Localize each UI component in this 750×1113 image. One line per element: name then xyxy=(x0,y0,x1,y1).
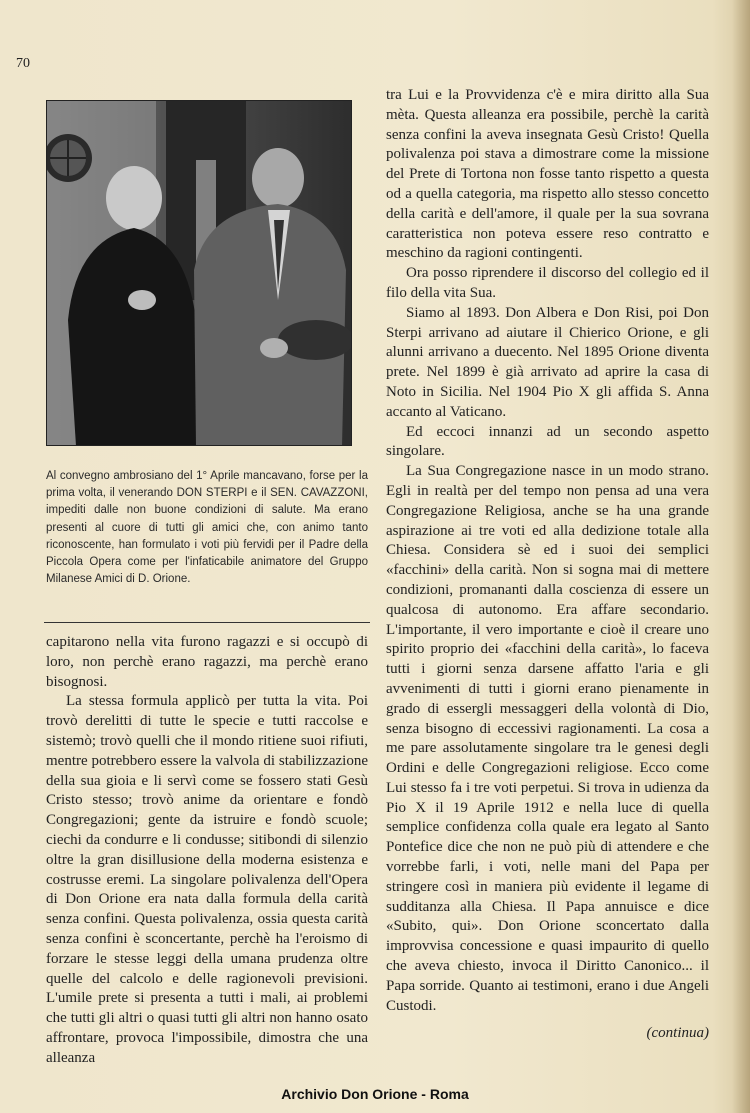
right-column xyxy=(386,86,709,1044)
photo xyxy=(46,100,352,446)
archive-footer: Archivio Don Orione - Roma xyxy=(281,1086,469,1102)
paragraph: Siamo al 1893. Don Albera e Don Risi, poi Don Sterpi arrivano ad aiutare il Chierico Orione, e gli alunni arrivano a duecento. Nel 1895 Orione diventa prete. Nel 1899 è già arrivato ad aprire la casa di Noto in Sicilia. Nel 1904 Pio X gli affida S. Anna accanto al Vaticano. xyxy=(386,304,709,420)
paragraph: Ed eccoci innanzi ad un secondo aspetto singolare. xyxy=(386,423,709,460)
paragraph: tra Lui e la Provvidenza c'è e mira diritto alla Sua mèta. Questa alleanza era possibile, perchè la carità senza confini la aveva insegnata Gesù Cristo! Quella polivalenza poi stava a dimostrare come la missione del Prete di Tortona non fosse tanto rispetto a questa od a quella categoria, ma rispetto allo stesso concetto della carità e dell'amore, il quale per la sua sovrana caratteristica non poteva essere reso contratto e meschino da ragioni contingenti. xyxy=(386,87,709,262)
page-number: 70 xyxy=(16,56,30,71)
paragraph: La stessa formula applicò per tutta la vita. Poi trovò derelitti di tutte le specie e tutti raccolse e sistemò; trovò quelli che il mondo ritiene suoi rifiuti, mentre potrebbero essere la valvola di stabilizzazione della sua gioia e li servì come se fossero stati Gesù Cristo stesso; trovò anime da orientare e fondò Congregazioni; gente da istruire e fondò scuole; ciechi da condurre e li condusse; sitibondi di silenzio oltre la gran disillusione della moderna esistenza e costrusse eremi. La singolare polivalenza dell'Opera di Don Orione era nata dalla formula della carità senza confini. Questa polivalenza, ossia questa carità senza confini è sconcertante, perchè ha l'eroismo di forzare le stesse leggi della umana prudenza oltre quelle del calcolo e delle ragionevoli previsioni. L'umile prete si presenta a tutti i mali, ai problemi che tutti gli altri o quasi tutti gli altri non hanno osato affrontare, provoca l'impossibile, dimostra che una alleanza xyxy=(46,693,368,1066)
page-edge-shadow xyxy=(732,0,750,1113)
photo-illustration xyxy=(46,100,352,446)
left-column xyxy=(46,633,368,1069)
paragraph: La Sua Congregazione nasce in un modo strano. Egli in realtà per del tempo non pensa ad una vera Congregazione Religiosa, anche se ha una grande aspirazione ai tre voti ed alla dedizione totale alla Chiesa. Considera sè ed i suoi dei semplici «facchini» della carità. Non si sogna mai di mettere condizioni, promananti dalla coscienza di essere un qualcosa di autonomo. Era affare secondario. L'importante, il vero importante e cioè il creare uno spirito proprio dei «facchini della carità», lo faceva tutti i giorni senza darsene affatto l'aria e gli avvenimenti di tutti i giorni erano pienamente in grado di essergli messaggeri della volontà di Dio, senza bisogno di eccessivi ragionamenti. La cosa a me pare assolutamente singolare tra le genesi degli Ordini e delle Congregazioni religiose. Ecco come Lui stesso fa i tre voti perpetui. Si trova in udienza da Pio X il 19 Aprile 1912 e nella luce di quella semplice confidenza colla quale era legato al Santo Pontefice dice che non ne può più di attendere e che vorrebbe farli, i voti, nelle mani del Papa per stringere così in maniera più evidente il legame di sudditanza alla Chiesa. Il Papa annuisce e dice «Subito, qui». Don Orione sconcertato dalla improvvisa concessione e quasi impaurito di quello che aveva chiesto, invoca il Diritto Canonico... il Papa sorride. Quanto ai testimoni, erano i due Angeli Custodi. xyxy=(386,463,709,1014)
photo-caption: Al convegno ambrosiano del 1° Aprile mancavano, forse per la prima volta, il venerando DON STERPI e il SEN. CAVAZZONI, impediti dalle non buone condizioni di salute. Ma erano presenti al cuore di tutti gli amici che, con animo tanto riconoscente, han formulato i voti più fervidi per il Padre della Piccola Opera come per l'infaticabile animatore del Gruppo Milanese Amici di D. Orione. xyxy=(46,470,368,586)
divider xyxy=(44,622,370,623)
paragraph: Ora posso riprendere il discorso del collegio ed il filo della vita Sua. xyxy=(386,265,709,301)
paragraph: capitarono nella vita furono ragazzi e si occupò di loro, non perchè erano ragazzi, ma perchè erano bisognosi. xyxy=(46,634,368,690)
continued-note: (continua) xyxy=(646,1025,709,1042)
